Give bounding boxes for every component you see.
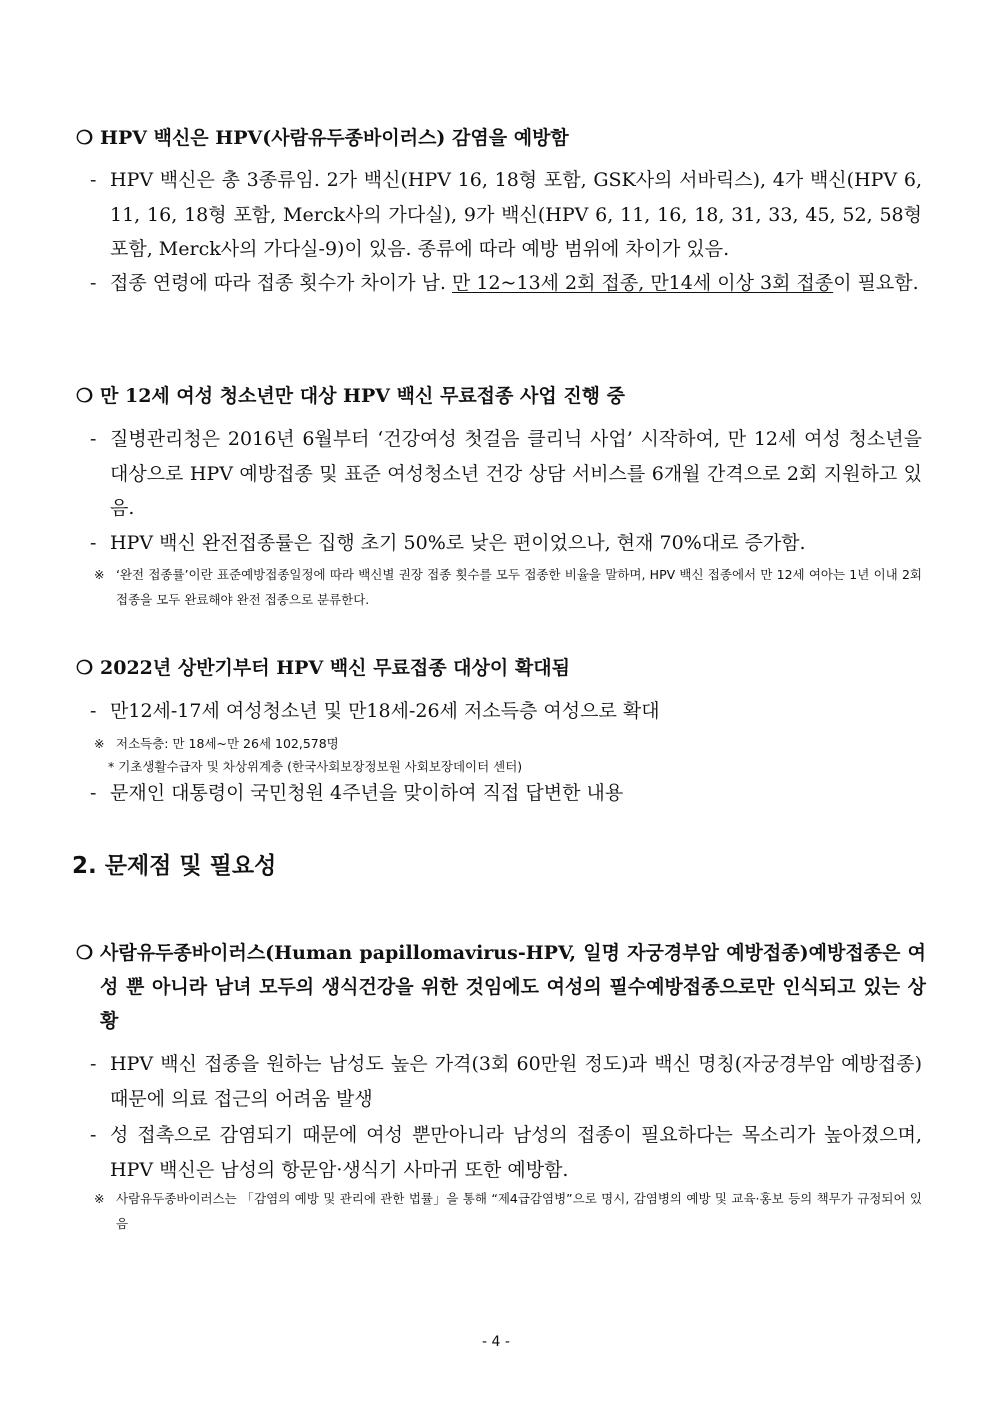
list-item-text: HPV 백신 완전접종률은 집행 초기 50%로 낮은 편이었으나, 현재 70%대로 증가함. <box>110 532 806 554</box>
list-item-text: 질병관리청은 2016년 6월부터 ‘건강여성 첫걸음 클리닉 사업’ 시작하여, 만 12세 여성 청소년을 대상으로 HPV 예방접종 및 표준 여성청소년 건강 상담 서비스를 6개월 간격으로 2회 지원하고 있음. <box>110 428 922 519</box>
footnote-text: 저소득층: 만 18세~만 26세 102,578명 <box>116 736 339 751</box>
dash-bullet: - <box>90 1124 97 1146</box>
section-heading-hpv-vaccine <box>76 121 926 155</box>
list-item <box>90 1047 922 1116</box>
list-item <box>90 422 922 526</box>
reference-mark: ※ <box>94 736 105 751</box>
circle-bullet-icon: ❍ <box>76 657 94 679</box>
footnote-text: 사람유두종바이러스는 「감염의 예방 및 관리에 관한 법률」을 통해 “제4급감염병”으로 명시, 감염병의 예방 및 교육·홍보 등의 책무가 규정되어 있음 <box>116 1191 922 1231</box>
sub-footnote: * 기초생활수급자 및 차상위계층 (한국사회보장정보원 사회보장데이터 센터) <box>108 759 523 774</box>
reference-mark: ※ <box>94 567 105 582</box>
dash-bullet: - <box>90 169 97 191</box>
dash-bullet: - <box>90 1053 97 1075</box>
circle-bullet-icon: ❍ <box>76 385 94 407</box>
circle-bullet-icon: ❍ <box>76 942 94 964</box>
section-heading-free-vaccination <box>76 379 926 413</box>
circle-bullet-icon: ❍ <box>76 127 94 149</box>
list-item-text: 문재인 대통령이 국민청원 4주년을 맞이하여 직접 답변한 내용 <box>110 782 624 804</box>
footnote-text: ‘완전 접종률’이란 표준예방접종일정에 따라 백신별 권장 접종 횟수를 모두 접종한 비율을 말하며, HPV 백신 접종에서 만 12세 여아는 1년 이내 2회 접종을 모두 완료해야 완전 접종으로 분류한다. <box>116 567 922 607</box>
section-title: 2. 문제점 및 필요성 <box>72 853 277 879</box>
section-heading-expanded-target <box>76 651 926 685</box>
section-heading-hpv-awareness <box>76 936 926 1038</box>
footnote <box>94 1186 922 1236</box>
text-segment: 이 필요함. <box>833 272 919 294</box>
footnote <box>94 562 922 612</box>
underlined-text: 만 12~13세 2회 접종, 만14세 이상 3회 접종 <box>451 272 834 294</box>
list-item <box>90 1118 922 1187</box>
dash-bullet: - <box>90 532 97 554</box>
list-item-text: 만12세-17세 여성청소년 및 만18세-26세 저소득층 여성으로 확대 <box>110 700 660 722</box>
reference-mark: ※ <box>94 1191 105 1206</box>
list-item-text: HPV 백신은 총 3종류임. 2가 백신(HPV 16, 18형 포함, GSK사의 서바릭스), 4가 백신(HPV 6, 11, 16, 18형 포함, Merck사의 가다실), 9가 백신(HPV 6, 11, 16, 18, 31, 33, 45, 52, 58형 포함, Merck사의 가다실-9)이 있음. 종류에 따라 예방 범위에 차이가 있음. <box>110 169 922 260</box>
page-number: - 4 - <box>482 1334 510 1350</box>
list-item-text <box>110 266 922 301</box>
footnote <box>94 731 922 756</box>
heading-text: HPV 백신은 HPV(사람유두종바이러스) 감염을 예방함 <box>100 127 569 149</box>
list-item <box>90 163 922 267</box>
dash-bullet: - <box>90 782 97 804</box>
heading-text: 사람유두종바이러스(Human papillomavirus-HPV, 일명 자궁경부암 예방접종)예방접종은 여성 뿐 아니라 남녀 모두의 생식건강을 위한 것임에도 여성의 필수예방접종으로만 인식되고 있는 상황 <box>100 942 926 1032</box>
list-item <box>90 776 922 811</box>
dash-bullet: - <box>90 700 97 722</box>
list-item <box>90 266 922 301</box>
list-item-text: HPV 백신 접종을 원하는 남성도 높은 가격(3회 60만원 정도)과 백신 명칭(자궁경부암 예방접종) 때문에 의료 접근의 어려움 발생 <box>110 1053 922 1110</box>
dash-bullet: - <box>90 428 97 450</box>
heading-text: 2022년 상반기부터 HPV 백신 무료접종 대상이 확대됨 <box>100 657 570 679</box>
list-item <box>90 694 922 729</box>
dash-bullet: - <box>90 272 97 294</box>
text-segment: 접종 연령에 따라 접종 횟수가 차이가 남. <box>110 272 452 294</box>
list-item-text: 성 접촉으로 감염되기 때문에 여성 뿐만아니라 남성의 접종이 필요하다는 목소리가 높아졌으며, HPV 백신은 남성의 항문암·생식기 사마귀 또한 예방함. <box>110 1124 922 1181</box>
heading-text: 만 12세 여성 청소년만 대상 HPV 백신 무료접종 사업 진행 중 <box>100 385 626 407</box>
list-item <box>90 526 922 561</box>
